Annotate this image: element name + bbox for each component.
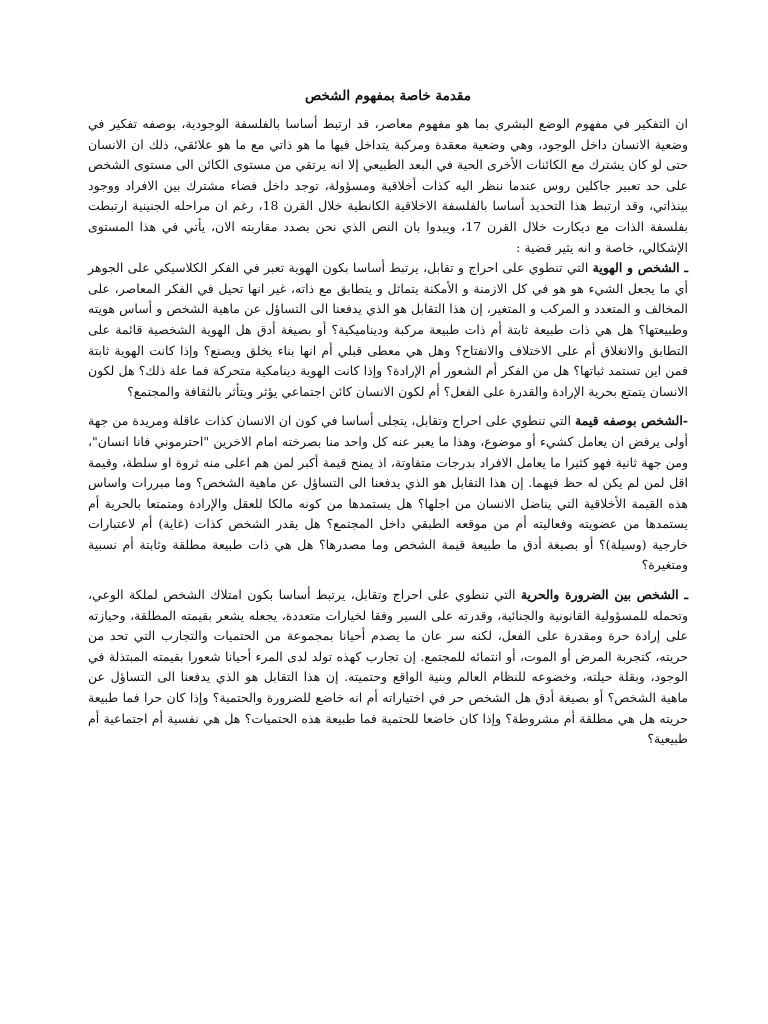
section-value-body: التي تنطوي على احراج وتقابل، يتجلى أساسا في كون ان الانسان كذات عاقلة ومريدة من جهة أولى يرفض ان يعامل كشيء أو موضوع، وهذا ما يعبر عنه كل واحد منا بصرخته امام الاخرين "احترموني فانا انسان"، ومن جهة ثانية فهو كثيرا ما يعامل الافراد بدرجات متفاوتة، اذ يمنح قيمة أكبر لمن هم اعلى منه ثروة او سلطة، وقيمة اقل لمن لم يكن له حظ فيهما. إن هذا التقابل هو الذي يدفعنا الى التساؤل عن ماهية الشخص؟ وما مبررات واساس هذه القيمة الأخلاقية التي يناضل الانسان من اجلها؟ هل يستمدها من كونه مالكا للعقل والإرادة ومتمتعا بالحرية أم يستمدها من عضويته وفعاليته أم من موقعه الطبقي داخل المجتمع؟ هل يقدر الشخص كذات (غاية) أم لاعتبارات خارجية (وسيلة)؟ أو بصيغة أدق ما طبيعة قيمة الشخص وما مصدرها؟ هل هي ذات طبيعة مطلقة وثابتة أم نسبية ومتغيرة؟ bbox=[88, 413, 688, 573]
section-identity bbox=[88, 258, 688, 402]
section-identity-heading: ـ الشخص و الهوية bbox=[592, 260, 688, 276]
intro-paragraph: ان التفكير في مفهوم الوضع البشري بما هو مفهوم معاصر، قد ارتبط أساسا بالفلسفة الوجودية، بوصفه تفكير في وضعية الانسان داخل الوجود، وهي وضعية معقدة ومركبة يتداخل فيها ما هو ذاتي مع ما هو علائقي، ذلك ان الانسان حتى لو كان يشترك مع الكائنات الأخرى الحية في البعد الطبيعي إلا انه يرتقي من مستوى الكائن الى مستوى الشخص على حد تعبير جاكلين روس عندما ننظر اليه كذات أخلاقية ومسؤولة، توجد داخل فضاء مشترك بين الافراد ووجود بينذاتي، وقد ارتبط هذا التحديد أساسا بالفلسفة الاخلاقية الكانطية خلال القرن 18، رغم ان مراحله الجنينية ارتبطت بفلسفة الذات مع ديكارت خلال القرن 17، ويبدوا بان النص الذي نحن بصدد مقاربته الان، يأتي في هذا المستوى الإشكالي، خاصة و انه يثير قضية : bbox=[88, 116, 688, 255]
document-title: مقدمة خاصة بمفهوم الشخص bbox=[305, 88, 471, 104]
section-value-heading: -الشخص بوصفه قيمة bbox=[574, 413, 688, 429]
section-freedom bbox=[88, 585, 688, 750]
section-identity-body: التي تنطوي على احراج و تقابل، يرتبط أساسا بكون الهوية تعبر في الفكر الكلاسيكي على الجوهر أي ما يجعل الشيء هو هو في كل الازمنة و الأمكنة يتماثل و يتطابق مع ذاته، غير انها تحيل في الفكر المعاصر، على المخالف و المتعدد و المركب و المتغير، إن هذا التقابل هو الذي يدفعنا الى التساؤل عن ماهية الشخص و أساس هويته وطبيعتها؟ هل هي ذات طبيعة ثابتة أم ذات طبيعة مركبة وديناميكية؟ أو بصيغة أدق هل الهوية الشخصية قائمة على التطابق والانغلاق أم على الاختلاف والانفتاح؟ وهل هي معطى قبلي أم انها بناء يخلق ويصنع؟ وإذا كانت الهوية ثابتة فمن اين تستمد ثباتها؟ هل من الفكر أم الشعور أم الإرادة؟ وإذا كانت الهوية دينامكية متحركة فما علة ذلك؟ هل لكون الانسان يتمتع بحرية الإرادة والقدرة على الفعل؟ أم لكون الانسان كائن اجتماعي يؤثر ويتأثر بالثقافة والمجتمع؟ bbox=[88, 260, 688, 399]
section-value bbox=[88, 411, 688, 576]
section-freedom-body: التي تنطوي على احراج وتقابل، يرتبط أساسا بكون امتلاك الشخص لملكة الوعي، وتحمله للمسؤولية القانونية والجنائية، وقدرته على السير وفقا لخيارات متعددة، يجعله يشعر بقيمته المطلقة، وحيازته على إرادة حرة ومقدرة على الفعل، لكنه سر عان ما يصدم أحيانا بمجموعة من الحتميات والتجارب التي تحد من حريته، كتجربة المرض أو الموت، أو انتمائه للمجتمع. إن تجارب كهذه تولد لدى المرء أحيانا شعورا بقيمته المبتذلة في الوجود، وبقلة حيلته، وخضوعه للنظام العالم وبنية الواقع وحتميته. إن هذا التقابل هو الذي يدفعنا الى التساؤل عن ماهية الشخص؟ أو بصيغة أدق هل الشخص حر في اختياراته أم انه خاضع للضرورة والحتمية؟ وإذا كان حرا فما طبيعة حريته هل هي مطلقة أم مشروطة؟ وإذا كان خاضعا للحتمية فما طبيعة هذه الحتميات؟ هل هي نفسية أم اجتماعية أم طبيعية؟ bbox=[88, 587, 688, 747]
section-freedom-heading: ـ الشخص بين الضرورة والحرية bbox=[520, 587, 688, 603]
document-page bbox=[88, 86, 688, 750]
